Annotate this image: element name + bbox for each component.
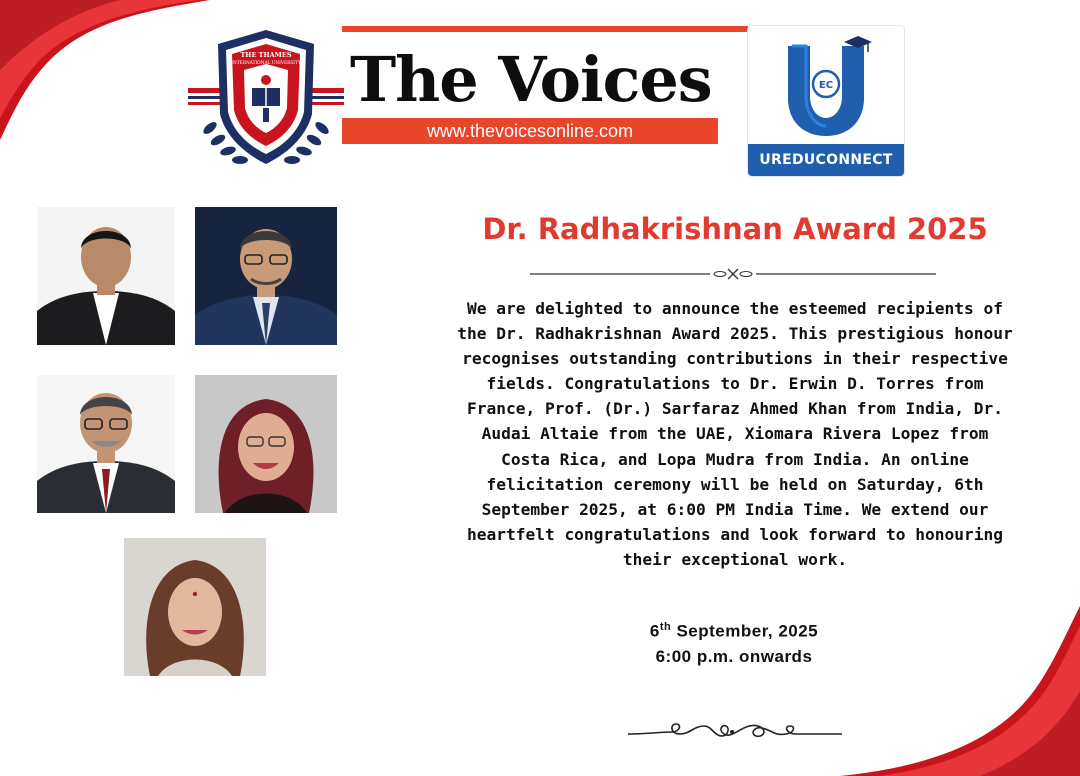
ureduconnect-logo (748, 26, 904, 176)
ornamental-divider-icon (530, 266, 936, 282)
event-date (600, 621, 868, 642)
event-time: 6:00 p.m. onwards (655, 647, 813, 666)
ec-mark-text: EC (818, 80, 834, 91)
crest-ring-top-text: THE THAMES (240, 51, 292, 59)
voices-masthead-title: The Voices (350, 43, 712, 116)
event-date-suffix: th (659, 621, 672, 633)
crest-ring-bottom-text: INTERNATIONAL UNIVERSITY (231, 61, 301, 66)
recipient-photo-5 (124, 538, 266, 676)
ornamental-flourish-icon (628, 716, 842, 744)
ureduconnect-u-logo-icon (748, 26, 904, 144)
corner-swoosh-top-left (0, 0, 210, 150)
event-date-rest: September, 2025 (671, 621, 819, 641)
award-title: Dr. Radhakrishnan Award 2025 (482, 212, 988, 246)
award-announcement-text: We are delighted to announce the esteemed recipients of the Dr. Radhakrishnan Award 2025. This prestigious honour recognises outstanding contributions in their respective fields. Congratulations to Dr. Erwin D. Torres from France, Prof. (Dr.) Sarfaraz Ahmed Khan from India, Dr. Audai Altaie from the UAE, Xiomara Rivera Lopez from Costa Rica, and Lopa Mudra from India. An online felicitation ceremony will be held on Saturday, 6th September 2025, at 6:00 PM India Time. We extend our heartfelt congratulations and look forward to honouring their exceptional work. (457, 299, 1013, 569)
voices-website-url[interactable]: www.thevoicesonline.com (342, 118, 718, 144)
event-date-day: 6 (649, 621, 660, 641)
ureduconnect-name: UREDUCONNECT (748, 144, 904, 176)
voices-top-bar (342, 26, 748, 32)
recipient-photo-4 (195, 375, 337, 513)
recipient-photo-1 (37, 207, 175, 345)
recipient-photo-3 (37, 375, 175, 513)
university-crest-icon (188, 26, 344, 176)
corner-swoosh-bottom-right (840, 596, 1080, 776)
recipient-photo-2 (195, 207, 337, 345)
